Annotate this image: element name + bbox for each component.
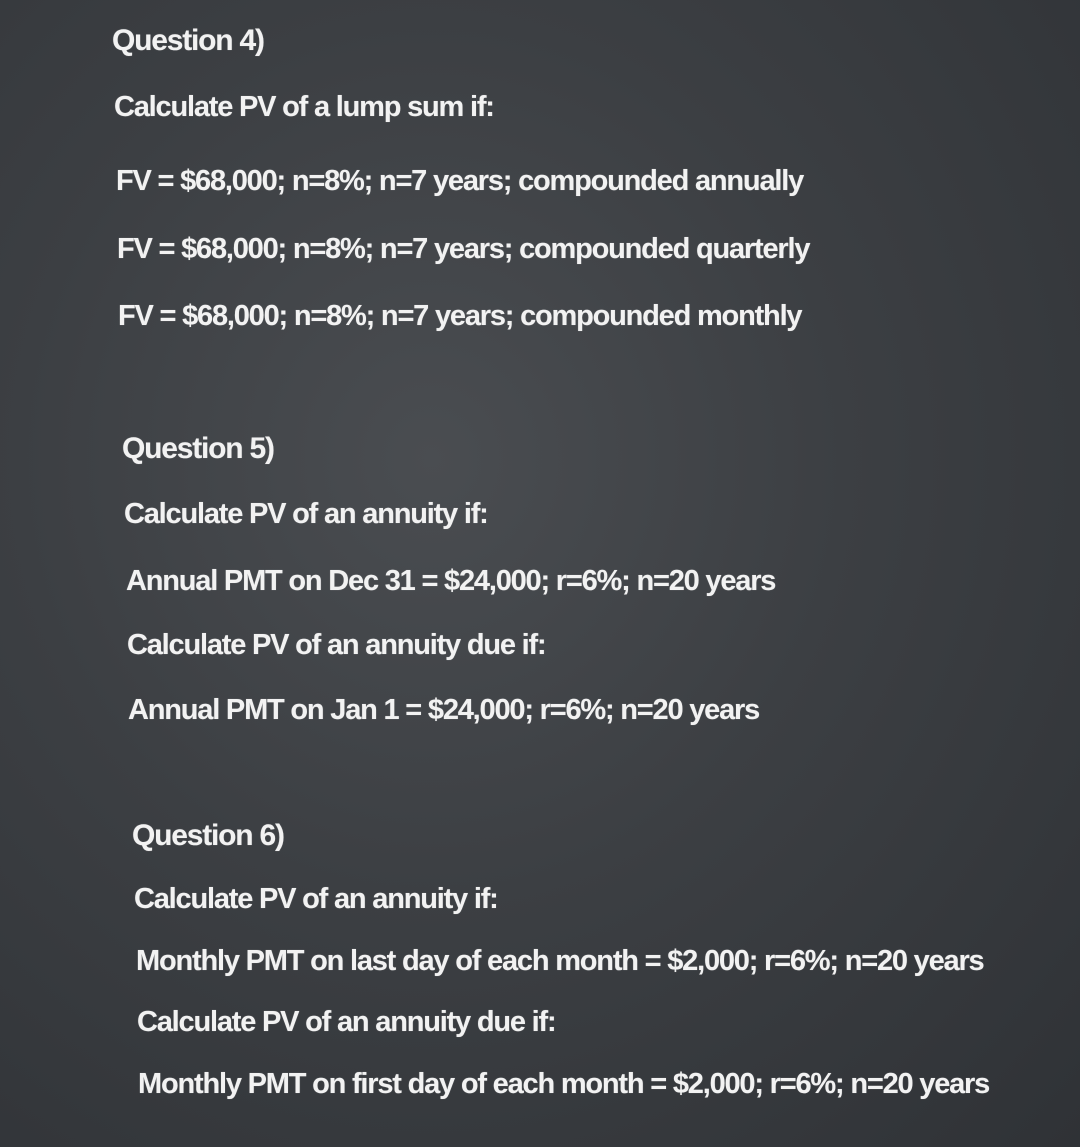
question-5-subtitle-annuity: Calculate PV of an annuity if: <box>124 498 488 530</box>
question-4-subtitle: Calculate PV of a lump sum if: <box>114 91 494 123</box>
question-6-line-annuity: Monthly PMT on last day of each month = $2,000; r=6%; n=20 years <box>136 945 984 977</box>
question-4-title: Question 4) <box>112 24 264 57</box>
question-6-title: Question 6) <box>132 819 284 852</box>
question-6-line-annuity-due: Monthly PMT on first day of each month = $2,000; r=6%; n=20 years <box>138 1068 990 1100</box>
question-5-subtitle-annuity-due: Calculate PV of an annuity due if: <box>127 629 546 661</box>
question-5-line-annuity-due: Annual PMT on Jan 1 = $24,000; r=6%; n=20 years <box>128 694 760 726</box>
question-4-line-quarterly: FV = $68,000; n=8%; n=7 years; compounded quarterly <box>117 233 810 265</box>
question-4-line-monthly: FV = $68,000; n=8%; n=7 years; compounded monthly <box>118 300 802 332</box>
question-6-subtitle-annuity-due: Calculate PV of an annuity due if: <box>137 1006 556 1038</box>
question-6-subtitle-annuity: Calculate PV of an annuity if: <box>134 883 498 915</box>
question-5-title: Question 5) <box>122 432 274 465</box>
question-4-line-annual: FV = $68,000; n=8%; n=7 years; compounded annually <box>116 165 804 197</box>
question-5-line-annuity: Annual PMT on Dec 31 = $24,000; r=6%; n=20 years <box>126 565 776 597</box>
